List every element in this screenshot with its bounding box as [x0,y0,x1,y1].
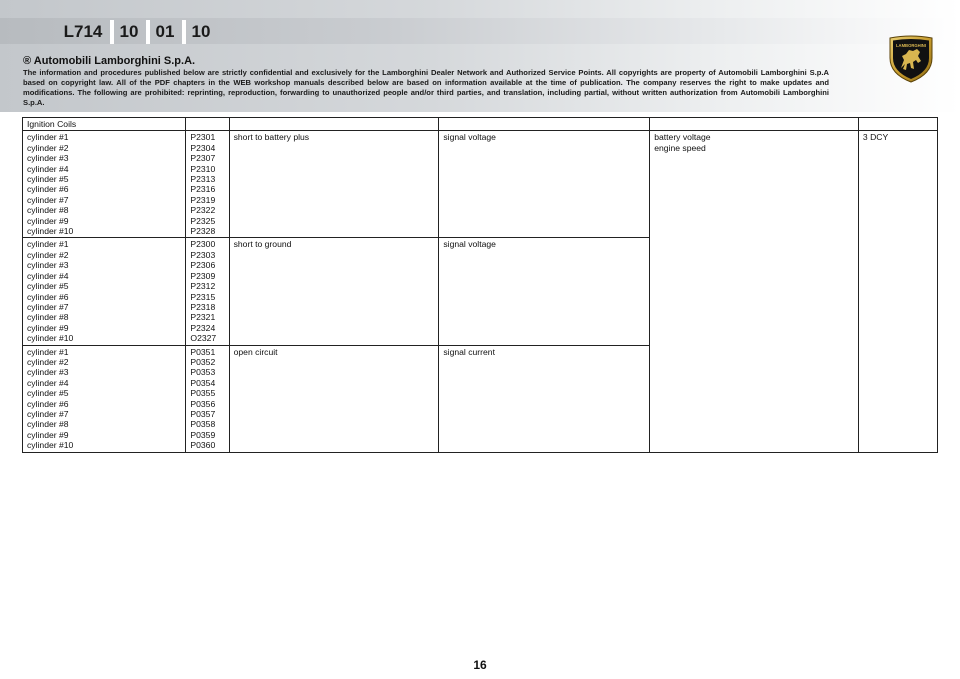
measured-value: engine speed [654,142,706,153]
component-item: cylinder #8 [27,205,69,216]
doc-code-section: 10 [191,22,211,41]
dtc-code: P2312 [190,281,216,292]
doc-code-model: L714 [63,22,103,41]
component-item: cylinder #1 [27,132,69,143]
dtc-codes-cell [186,131,229,238]
fault-type: open circuit [233,346,278,357]
empty-cell [186,118,229,131]
component-item: cylinder #6 [27,398,69,409]
lamborghini-logo [887,34,935,84]
fault-type-cell [229,238,439,345]
fault-type-cell [229,131,439,238]
component-item: cylinder #5 [27,281,69,292]
fault-type: short to ground [233,239,292,250]
dtc-code: P0357 [190,408,216,419]
components-cell [23,238,186,345]
fault-type: short to battery plus [233,132,310,143]
component-title: Ignition Coils [27,119,77,129]
dtc-code: P2313 [190,174,216,185]
dtc-code: P0354 [190,377,216,388]
component-item: cylinder #7 [27,194,69,205]
component-item: cylinder #4 [27,270,69,281]
dtc-code: P2325 [190,215,216,226]
copyright-disclaimer: The information and procedures published below are strictly confidential and exclusively for the Lamborghini Dealer Network and Authorized Service Points. All copyrights are property of Automobili Lamborghini S.p.A based on copyright law. All of the PDF chapters in the WEB workshop manuals described below are based on information available at the time of publication. The company reserves the right to make updates and modifications. The following are prohibited: reprinting, reproduction, forwarding to unauthorized people and/or third parties, and translation, including partial, without written authorization from Automobili Lamborghini S.p.A. [23,68,829,107]
measured-values-cell [650,131,859,452]
component-item: cylinder #7 [27,408,69,419]
measured-value: battery voltage [654,132,711,143]
component-item: cylinder #6 [27,291,69,302]
component-item: cylinder #10 [27,440,74,451]
dtc-code: P2304 [190,142,216,153]
code-strip [0,18,960,44]
dtc-code: P2309 [190,270,216,281]
dtc-code: P0352 [190,356,216,367]
component-item: cylinder #5 [27,388,69,399]
dtc-code: P2318 [190,301,216,312]
dtc-codes-cell [186,238,229,345]
component-item: cylinder #2 [27,356,69,367]
dtc-code: P2306 [190,260,216,271]
components-cell [23,131,186,238]
component-item: cylinder #4 [27,163,69,174]
dtc-code: O2327 [190,333,217,344]
dtc-code: P0358 [190,419,216,430]
dtc-code: P0359 [190,429,216,440]
component-item: cylinder #10 [27,226,74,237]
dtc-code: P2322 [190,205,216,216]
component-item: cylinder #2 [27,249,69,260]
fault-type-cell [229,345,439,452]
component-item: cylinder #6 [27,184,69,195]
component-item: cylinder #8 [27,312,69,323]
dtc-code: P2319 [190,194,216,205]
page-number: 16 [473,658,487,672]
dtc-code: P0351 [190,346,216,357]
component-item: cylinder #9 [27,215,69,226]
dtc-code: P2328 [190,226,216,237]
logo-wordmark: LAMBORGHINI [895,43,927,48]
dtc-code: P2301 [190,132,216,143]
ignition-coils-table [22,117,938,453]
component-item: cylinder #3 [27,367,69,378]
dtc-code: P2300 [190,239,216,250]
dtc-code: P2315 [190,291,216,302]
dtc-code: P0353 [190,367,216,378]
component-item: cylinder #3 [27,260,69,271]
dtc-code: P2303 [190,249,216,260]
component-item: cylinder #8 [27,419,69,430]
doc-code-subgroup: 01 [155,22,175,41]
component-item: cylinder #9 [27,429,69,440]
empty-cell [229,118,439,131]
signal-type-cell [439,345,650,452]
component-item: cylinder #5 [27,174,69,185]
dtc-code: P0355 [190,388,216,399]
component-title-cell [23,118,186,131]
tool-cell [858,131,937,452]
doc-code-group: 10 [119,22,139,41]
dtc-code: P2316 [190,184,216,195]
component-item: cylinder #4 [27,377,69,388]
component-item: cylinder #3 [27,153,69,164]
signal-type: signal voltage [443,239,496,250]
dtc-code: P0360 [190,440,216,451]
dtc-code: P2307 [190,153,216,164]
dtc-code: P2321 [190,312,216,323]
tool-label: 3 DCY [862,132,889,143]
component-item: cylinder #2 [27,142,69,153]
company-name: ® Automobili Lamborghini S.p.A. [23,55,196,67]
dtc-codes-cell [186,345,229,452]
dtc-code: P2310 [190,163,216,174]
empty-cell [439,118,650,131]
component-item: cylinder #7 [27,301,69,312]
signal-type-cell [439,238,650,345]
component-item: cylinder #1 [27,346,69,357]
component-item: cylinder #9 [27,322,69,333]
dtc-code: P2324 [190,322,216,333]
component-item: cylinder #1 [27,239,69,250]
table-row [23,131,938,238]
signal-type: signal current [443,346,495,357]
components-cell [23,345,186,452]
empty-cell [858,118,937,131]
component-item: cylinder #10 [27,333,74,344]
signal-type-cell [439,131,650,238]
dtc-code: P0356 [190,398,216,409]
table-header-row [23,118,938,131]
signal-type: signal voltage [443,132,496,143]
empty-cell [650,118,859,131]
